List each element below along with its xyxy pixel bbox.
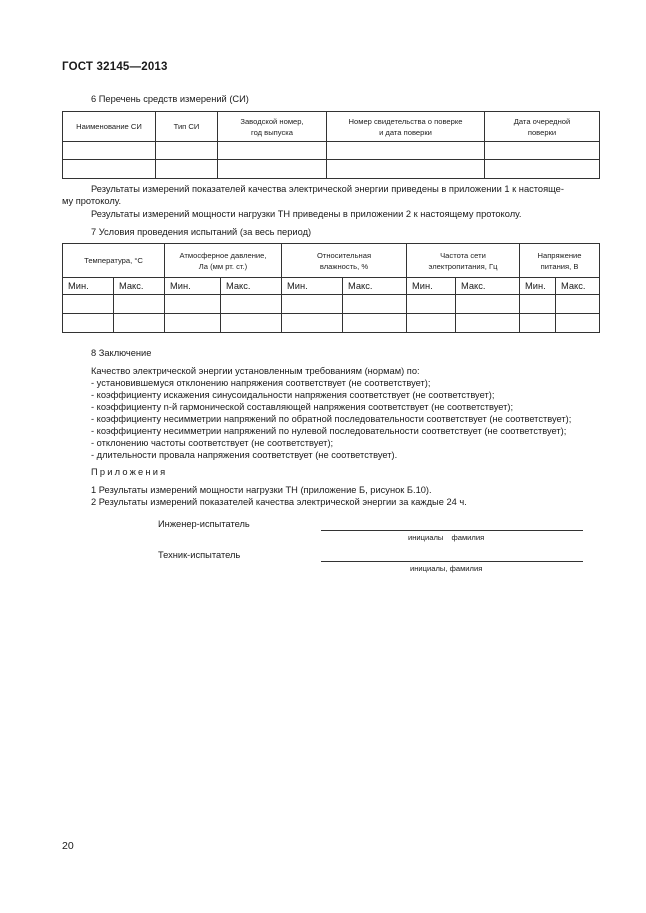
table-row [63,142,600,160]
engineer-caption: инициалы фамилия [408,533,485,542]
col-voltage: Напряжение питания, В [520,244,600,278]
min-label: Мин. [63,278,114,295]
col-pressure: Атмосферное давление, Ла (мм рт. ст.) [165,244,282,278]
conclusion-item: - коэффициенту искажения синусоидальности напряжения соответствует (не соответствует); [91,390,495,400]
section7-title: 7 Условия проведения испытаний (за весь период) [91,227,312,237]
max-label: Макс. [114,278,165,295]
col-temperature: Температура, °С [63,244,165,278]
technician-label: Техник-испытатель [158,550,241,560]
max-label: Макс. [221,278,282,295]
col-serial-number: Заводской номер, год выпуска [218,112,327,142]
technician-signature-line [321,561,583,562]
conclusion-item: - отклонению частоты соответствует (не соответствует); [91,438,334,448]
col-instrument-name: Наименование СИ [63,112,156,142]
col-next-verification: Дата очередной поверки [485,112,600,142]
min-label: Мин. [282,278,343,295]
document-code: ГОСТ 32145—2013 [62,61,168,73]
min-label: Мин. [407,278,456,295]
col-certificate: Номер свидетельства о поверке и дата поверки [327,112,485,142]
table-row [63,314,600,333]
conclusion-item: - коэффициенту n-й гармонической составляющей напряжения соответствует (не соответствует); [91,402,514,412]
appendices-title: Приложения [91,467,168,477]
col-frequency: Частота сети электропитания, Гц [407,244,520,278]
section8-title: 8 Заключение [91,348,152,358]
table-row [63,160,600,179]
max-label: Макс. [343,278,407,295]
min-label: Мин. [165,278,221,295]
page-number: 20 [62,840,74,852]
results-paragraph-2: Результаты измерений мощности нагрузки ТН приведены в приложении 2 к настоящему протоколу. [91,209,522,219]
conclusion-item: - установившемуся отклонению напряжения соответствует (не соответствует); [91,378,431,388]
conclusion-item: - длительности провала напряжения соответствует (не соответствует). [91,450,398,460]
max-label: Макс. [456,278,520,295]
section6-title: 6 Перечень средств измерений (СИ) [91,94,249,104]
col-instrument-type: Тип СИ [156,112,218,142]
max-label: Макс. [556,278,600,295]
min-label: Мин. [520,278,556,295]
test-conditions-table [62,243,600,333]
minmax-row [63,278,600,295]
table-row [63,295,600,314]
engineer-label: Инженер-испытатель [158,519,250,529]
conclusion-intro: Качество электрической энергии установленным требованиям (нормам) по: [91,366,420,376]
conclusion-item: - коэффициенту несимметрии напряжений по обратной последовательности соответствует (не соответствует); [91,414,572,424]
conclusion-item: - коэффициенту несимметрии напряжений по нулевой последовательности соответствует (не соответствует); [91,426,567,436]
results-paragraph-line1: Результаты измерений показателей качества электрической энергии приведены в приложении 1 к настояще- [91,184,564,194]
results-paragraph-line2: му протоколу. [62,196,122,206]
col-humidity: Относительная влажность, % [282,244,407,278]
technician-caption: инициалы, фамилия [410,564,483,573]
appendix-item: 2 Результаты измерений показателей качества электрической энергии за каждые 24 ч. [91,497,467,507]
engineer-signature-line [321,530,583,531]
measuring-instruments-table [62,111,600,179]
appendix-item: 1 Результаты измерений мощности нагрузки ТН (приложение Б, рисунок Б.10). [91,485,432,495]
